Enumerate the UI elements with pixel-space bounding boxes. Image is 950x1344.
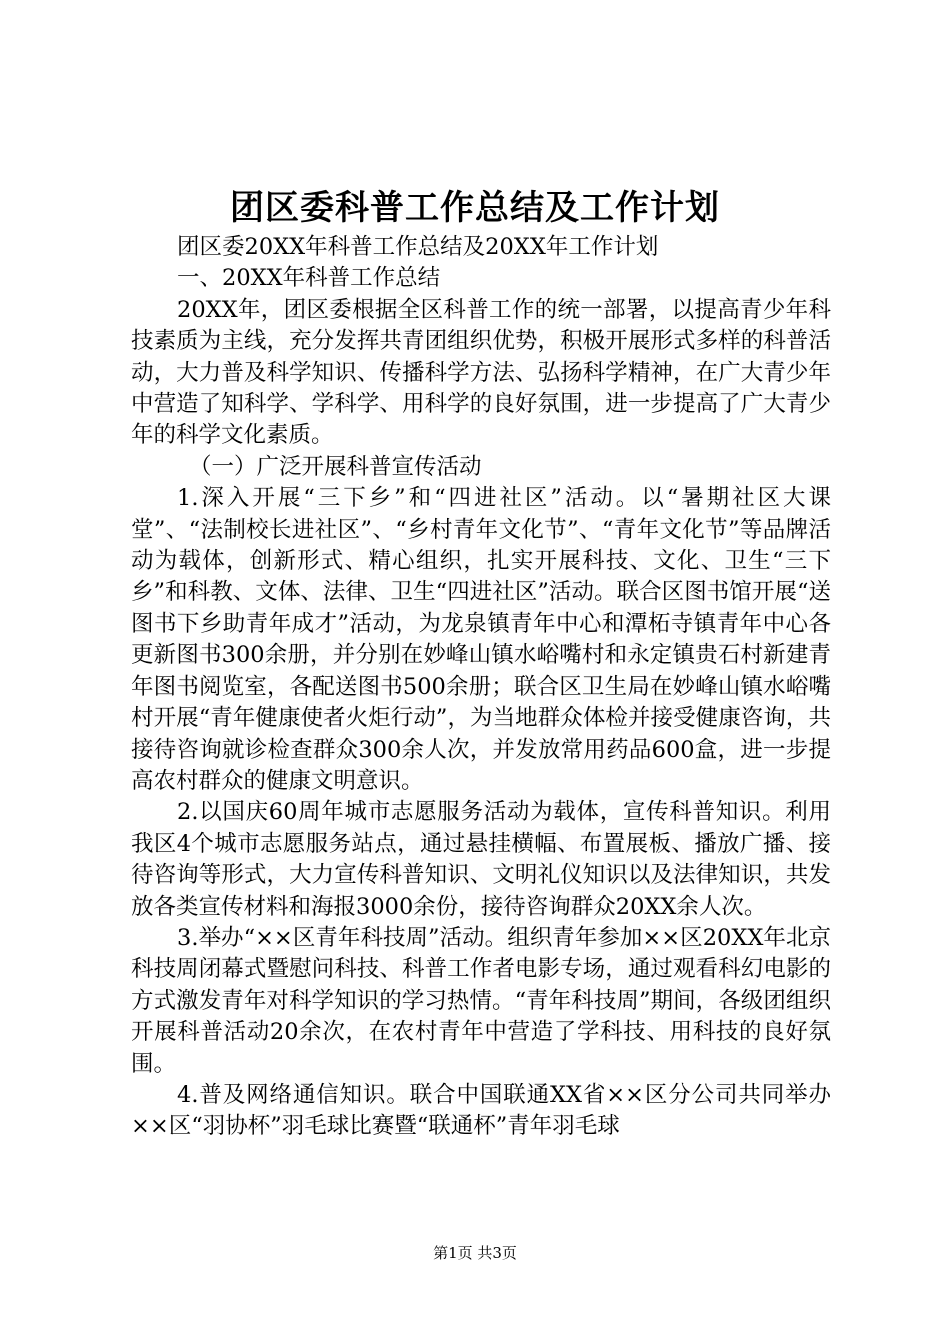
body-paragraph: 3.举办“××区青年科技周”活动。组织青年参加××区20XX年北京科技周闭幕式暨慰问科技、科普工作者电影专场，通过观看科幻电影的方式激发青年对科学知识的学习热情。“青年科技周”期间，各级团组织开展科普活动20余次，在农村青年中营造了学科技、用科技的良好氛围。 — [131, 924, 831, 1077]
document-body — [131, 232, 831, 1143]
document-title: 团区委科普工作总结及工作计划 — [230, 188, 720, 228]
page-footer: 第1页 共3页 — [433, 1244, 517, 1262]
body-paragraph: 4.普及网络通信知识。联合中国联通XX省××区分公司共同举办××区“羽协杯”羽毛球比赛暨“联通杯”青年羽毛球 — [131, 1081, 831, 1140]
body-paragraph: 20XX年，团区委根据全区科普工作的统一部署，以提高青少年科技素质为主线，充分发挥共青团组织优势，积极开展形式多样的科普活动，大力普及科学知识、传播科学方法、弘扬科学精神，在广大青少年中营造了知科学、学科学、用科学的良好氛围，进一步提高了广大青少年的科学文化素质。 — [131, 296, 831, 449]
subsection-heading: （一）广泛开展科普宣传活动 — [189, 453, 482, 480]
body-paragraph: 2.以国庆60周年城市志愿服务活动为载体，宣传科普知识。利用我区4个城市志愿服务站点，通过悬挂横幅、布置展板、播放广播、接待咨询等形式，大力宣传科普知识、文明礼仪知识以及法律知识，共发放各类宣传材料和海报3000余份，接待咨询群众20XX余人次。 — [131, 799, 831, 920]
subtitle-paragraph: 团区委20XX年科普工作总结及20XX年工作计划 — [177, 234, 659, 260]
body-paragraph: 1.深入开展“三下乡”和“四进社区”活动。以“暑期社区大课堂”、“法制校长进社区”、“乡村青年文化节”、“青年文化节”等品牌活动为载体，创新形式、精心组织，扎实开展科技、文化、卫生“三下乡”和科教、文体、法律、卫生“四进社区”活动。联合区图书馆开展“送图书下乡助青年成才”活动，为龙泉镇青年中心和潭柘寺镇青年中心各更新图书300余册，并分别在妙峰山镇水峪嘴村和永定镇贵石村新建青年图书阅览室，各配送图书500余册；联合区卫生局在妙峰山镇水峪嘴村开展“青年健康使者火炬行动”，为当地群众体检并接受健康咨询，共接待咨询就诊检查群众300余人次，并发放常用药品600盒，进一步提高农村群众的健康文明意识。 — [131, 485, 831, 794]
section-heading: 一、20XX年科普工作总结 — [177, 265, 441, 292]
